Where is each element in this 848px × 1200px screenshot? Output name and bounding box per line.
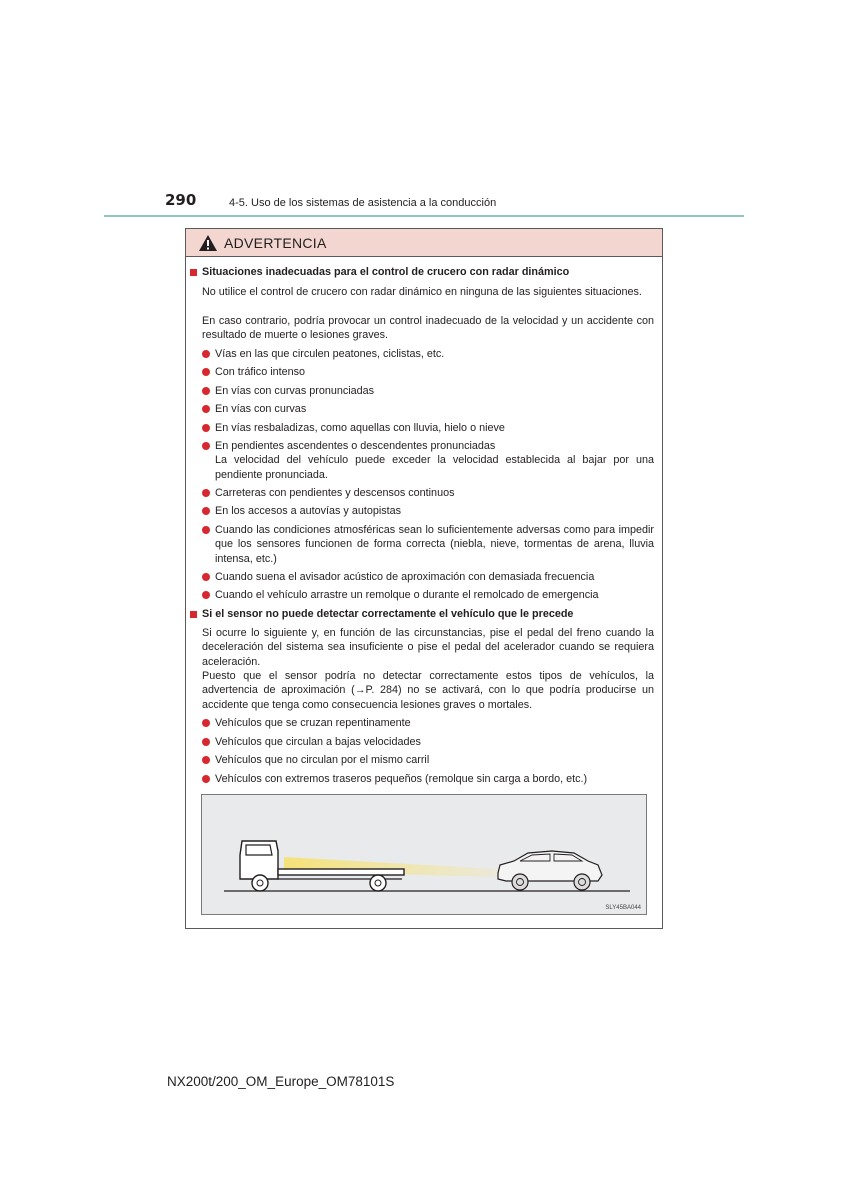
list-item-text: Cuando suena el avisador acústico de aproximación con demasiada frecuencia [215, 571, 595, 583]
bullet-icon [202, 573, 210, 581]
list-item [202, 523, 654, 566]
list-item-text: Cuando el vehículo arrastre un remolque o durante el remolcado de emergencia [215, 589, 599, 601]
list-item [202, 772, 654, 786]
list-item-text: Vehículos que se cruzan repentinamente [215, 717, 411, 729]
list-item-text: En vías con curvas [215, 403, 307, 415]
bullet-icon [202, 591, 210, 599]
square-bullet-icon [190, 611, 197, 618]
list-item-text: Vehículos que no circulan por el mismo carril [215, 754, 430, 766]
list-item-text: Cuando las condiciones atmosféricas sean lo suficientemente adversas como para impedir que los sensores funcionen de forma correcta (niebla, nieve, tormentas de arena, lluvia intensa, etc.) [215, 524, 654, 565]
footer-doc-id: NX200t/200_OM_Europe_OM78101S [167, 1074, 395, 1089]
header-rule [104, 215, 744, 217]
bullet-icon [202, 775, 210, 783]
warning-icon [198, 234, 218, 252]
list-item-text: Vehículos con extremos traseros pequeños (remolque sin carga a bordo, etc.) [215, 773, 588, 785]
bullet-icon [202, 442, 210, 450]
list-item [202, 716, 654, 730]
list-item [202, 588, 654, 602]
list-item [202, 439, 654, 482]
bullet-icon [202, 387, 210, 395]
list-item [202, 570, 654, 584]
square-bullet-icon [190, 269, 197, 276]
section-heading-text: Situaciones inadecuadas para el control de crucero con radar dinámico [202, 266, 570, 278]
bullet-icon [202, 489, 210, 497]
list-item [202, 402, 654, 416]
list-item [202, 384, 654, 398]
section-heading-text: Si el sensor no puede detectar correctamente el vehículo que le precede [202, 608, 574, 620]
list-item-text: En vías resbaladizas, como aquellas con lluvia, hielo o nieve [215, 422, 505, 434]
list-item [202, 735, 654, 749]
section-heading [190, 608, 573, 620]
paragraph: Puesto que el sensor podría no detectar correctamente estos tipos de vehículos, la advertencia de aproximación (→P. 284) no se activará, con lo que podría producirse un accidente que tenga como consecuencia lesiones graves o mortales. [202, 670, 654, 711]
list-item-text: Carreteras con pendientes y descensos continuos [215, 487, 455, 499]
page-number: 290 [165, 191, 197, 209]
section-title: 4-5. Uso de los sistemas de asistencia a la conducción [229, 197, 497, 209]
bullet-icon [202, 350, 210, 358]
list-item [202, 486, 654, 500]
paragraph: En caso contrario, podría provocar un control inadecuado de la velocidad y un accidente con resultado de muerte o lesiones graves. [202, 315, 654, 342]
bullet-icon [202, 424, 210, 432]
paragraph: No utilice el control de crucero con radar dinámico en ninguna de las siguientes situaciones. [202, 286, 642, 298]
paragraph: Si ocurre lo siguiente y, en función de las circunstancias, pise el pedal del freno cuando la deceleración del sistema sea insuficiente o pise el pedal del acelerador cuando se requiera aceleración. [202, 627, 654, 668]
bullet-icon [202, 738, 210, 746]
list-item [202, 347, 654, 361]
list-item-text: En vías con curvas pronunciadas [215, 385, 375, 397]
figure-code: SLY45BA044 [605, 905, 641, 911]
section-heading [190, 266, 569, 278]
list-item-text: Con tráfico intenso [215, 366, 306, 378]
truck-and-car-illustration [202, 795, 646, 914]
list-item-text: Vías en las que circulen peatones, ciclistas, etc. [215, 348, 445, 360]
list-item-text: Vehículos que circulan a bajas velocidades [215, 736, 421, 748]
illustration-figure [201, 794, 647, 915]
list-item-note: La velocidad del vehículo puede exceder la velocidad establecida al bajar por una pendiente pronunciada. [215, 454, 654, 481]
list-item [202, 365, 654, 379]
bullet-icon [202, 368, 210, 376]
list-item [202, 504, 654, 518]
bullet-icon [202, 507, 210, 515]
bullet-icon [202, 719, 210, 727]
list-item [202, 753, 654, 767]
list-item-text: En los accesos a autovías y autopistas [215, 505, 402, 517]
warning-header [186, 229, 662, 257]
bullet-icon [202, 526, 210, 534]
list-item [202, 421, 654, 435]
list-item-text: En pendientes ascendentes o descendentes pronunciadas [215, 440, 496, 452]
warning-title: ADVERTENCIA [224, 234, 327, 251]
bullet-icon [202, 756, 210, 764]
bullet-icon [202, 405, 210, 413]
